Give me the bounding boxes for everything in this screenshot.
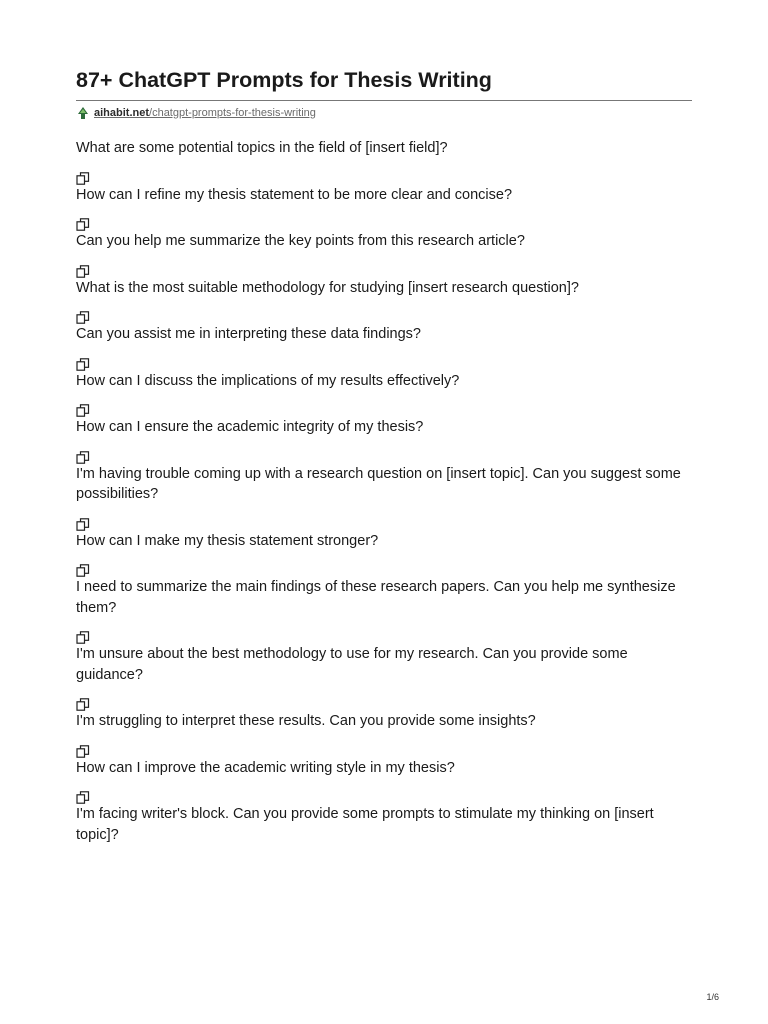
copy-icon[interactable]	[76, 265, 90, 278]
prompt-item: I'm unsure about the best methodology to use for my research. Can you provide some guidance?	[76, 646, 628, 683]
prompt-item: Can you help me summarize the key points from this research article?	[76, 233, 525, 249]
source-domain: aihabit.net	[94, 107, 150, 119]
source-link-row	[76, 106, 692, 120]
copy-icon[interactable]	[76, 404, 90, 417]
copy-icon[interactable]	[76, 791, 90, 804]
source-link[interactable]	[94, 106, 316, 120]
copy-icon[interactable]	[76, 451, 90, 464]
copy-icon[interactable]	[76, 518, 90, 531]
prompt-item: I'm having trouble coming up with a research question on [insert topic]. Can you suggest some possibilities?	[76, 465, 681, 502]
prompt-item: How can I ensure the academic integrity of my thesis?	[76, 419, 424, 435]
copy-icon[interactable]	[76, 631, 90, 644]
prompt-item: I'm struggling to interpret these results. Can you provide some insights?	[76, 713, 536, 729]
prompt-item: What are some potential topics in the field of [insert field]?	[76, 140, 448, 156]
prompt-item: How can I make my thesis statement stronger?	[76, 532, 379, 549]
document-page	[76, 66, 692, 845]
prompt-item: How can I discuss the implications of my results effectively?	[76, 372, 460, 389]
copy-icon[interactable]	[76, 564, 90, 577]
copy-icon[interactable]	[76, 218, 90, 231]
prompt-item: How can I refine my thesis statement to be more clear and concise?	[76, 186, 513, 203]
copy-icon[interactable]	[76, 745, 90, 758]
copy-icon[interactable]	[76, 311, 90, 324]
page-title: 87+ ChatGPT Prompts for Thesis Writing	[76, 68, 492, 92]
prompt-item: I need to summarize the main findings of these research papers. Can you help me synthesize them?	[76, 579, 676, 616]
prompt-item: Can you assist me in interpreting these data findings?	[76, 326, 421, 342]
title-divider	[76, 100, 692, 101]
prompt-item: What is the most suitable methodology for studying [insert research question]?	[76, 279, 579, 296]
aihabit-logo-icon	[76, 106, 90, 120]
page-number: 1/6	[706, 992, 719, 1002]
prompt-item: I'm facing writer's block. Can you provide some prompts to stimulate my thinking on [insert topic]?	[76, 806, 654, 843]
copy-icon[interactable]	[76, 172, 90, 185]
prompt-item: How can I improve the academic writing style in my thesis?	[76, 759, 455, 776]
copy-icon[interactable]	[76, 358, 90, 371]
prompt-list	[76, 138, 692, 845]
copy-icon[interactable]	[76, 698, 90, 711]
source-path: /chatgpt-prompts-for-thesis-writing	[149, 107, 316, 119]
